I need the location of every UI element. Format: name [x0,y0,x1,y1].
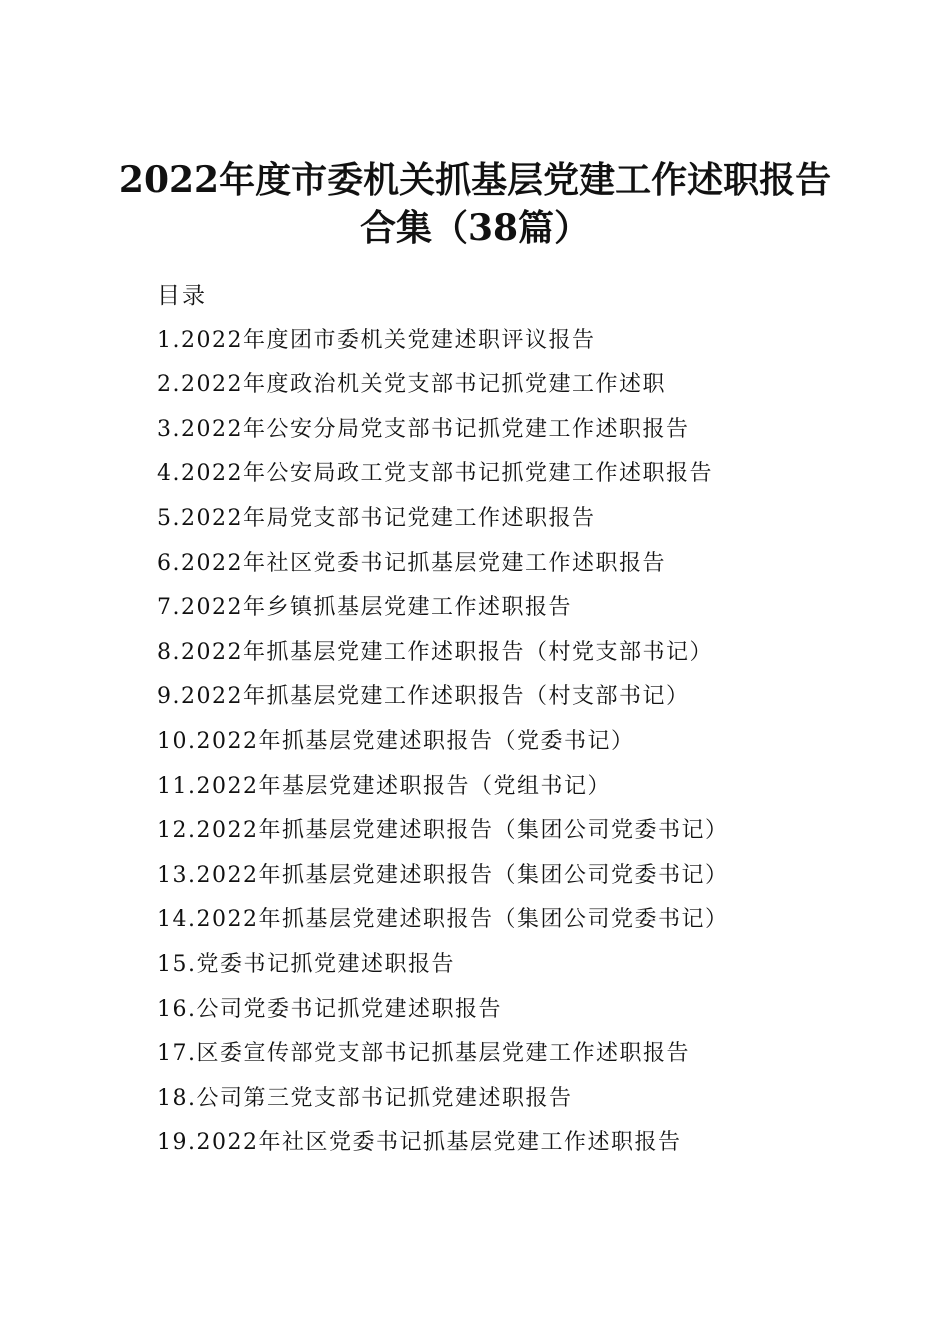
toc-item-2: 2.2022年度政治机关党支部书记抓党建工作述职 [157,372,666,398]
title-line-1: 2022年度市委机关抓基层党建工作述职报告 [118,159,832,202]
toc-item-15: 15.党委书记抓党建述职报告 [157,951,455,977]
toc-item-13: 13.2022年抓基层党建述职报告（集团公司党委书记） [157,862,729,888]
toc-item-5: 5.2022年局党支部书记党建工作述职报告 [157,505,596,531]
toc-item-6: 6.2022年社区党委书记抓基层党建工作述职报告 [157,550,666,576]
toc-item-11: 11.2022年基层党建述职报告（党组书记） [157,773,611,799]
toc-item-16: 16.公司党委书记抓党建述职报告 [157,996,502,1022]
toc-item-3: 3.2022年公安分局党支部书记抓党建工作述职报告 [157,416,690,442]
toc-item-10: 10.2022年抓基层党建述职报告（党委书记） [157,728,635,754]
toc-item-12: 12.2022年抓基层党建述职报告（集团公司党委书记） [157,818,729,844]
toc-item-17: 17.区委宣传部党支部书记抓基层党建工作述职报告 [157,1041,690,1067]
toc-list [157,325,857,1160]
toc-item-18: 18.公司第三党支部书记抓党建述职报告 [157,1085,573,1111]
toc-item-14: 14.2022年抓基层党建述职报告（集团公司党委书记） [157,907,729,933]
toc-item-8: 8.2022年抓基层党建工作述职报告（村党支部书记） [157,639,713,665]
toc-item-9: 9.2022年抓基层党建工作述职报告（村支部书记） [157,684,690,710]
toc-item-4: 4.2022年公安局政工党支部书记抓党建工作述职报告 [157,461,713,487]
toc-item-1: 1.2022年度团市委机关党建述职评议报告 [157,327,596,353]
document-title [60,156,890,252]
toc-item-19: 19.2022年社区党委书记抓基层党建工作述职报告 [157,1130,682,1156]
toc-heading: 目录 [157,283,207,309]
title-line-2: 合集（38篇） [359,207,591,250]
toc-item-7: 7.2022年乡镇抓基层党建工作述职报告 [157,595,572,621]
table-of-contents [157,280,857,1172]
